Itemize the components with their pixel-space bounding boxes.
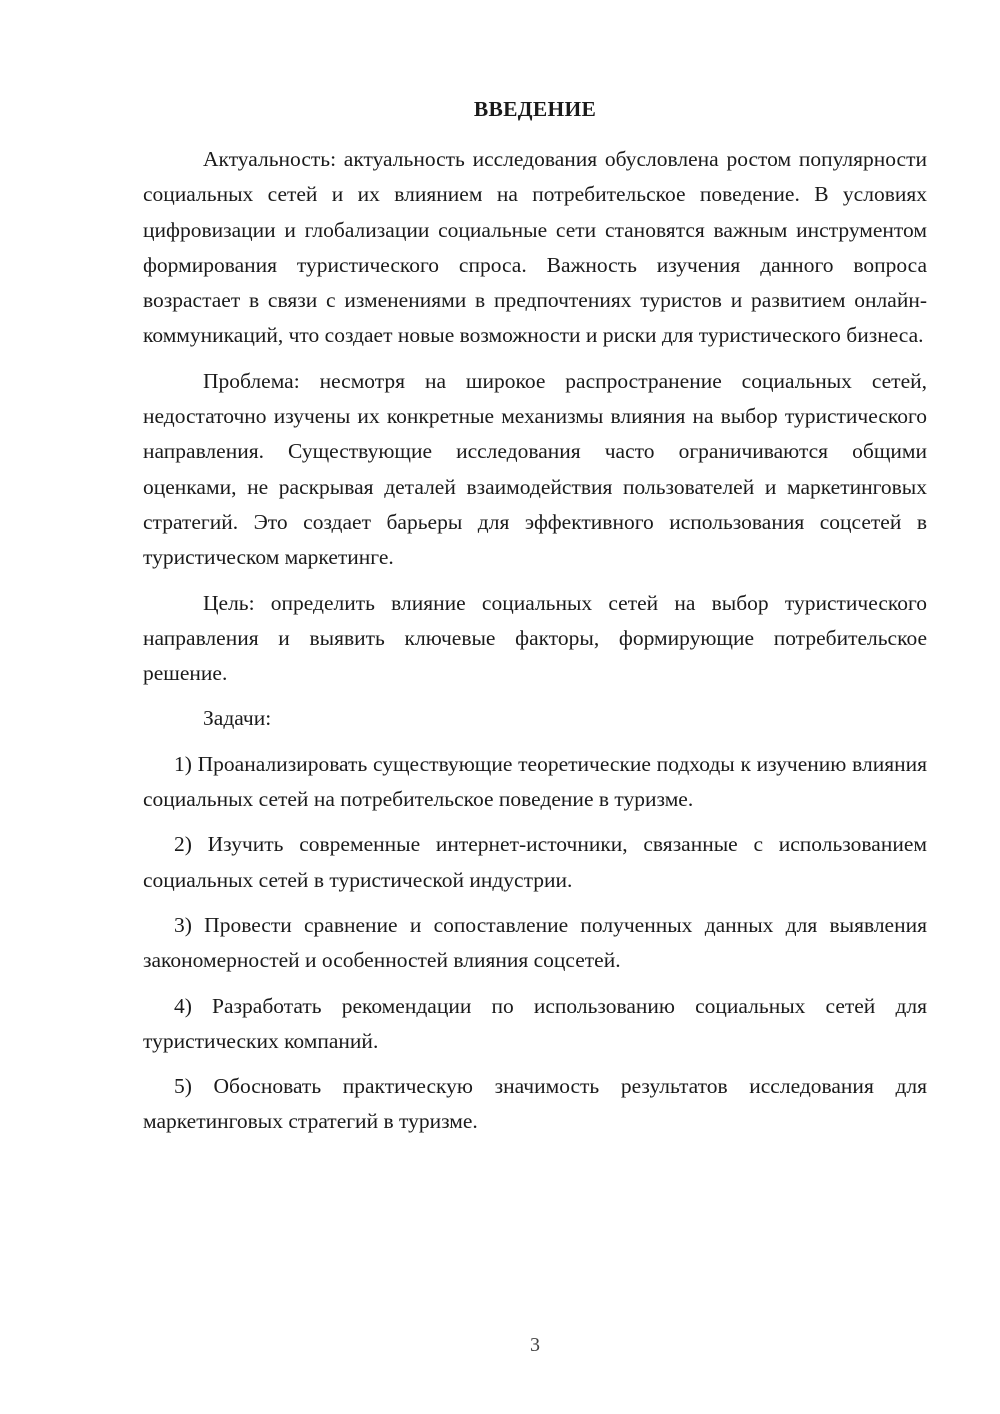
paragraph-relevance: Актуальность: актуальность исследования обусловлена ростом популярности социальных сетей и их влиянием на потребительское поведение. В условиях цифровизации и глобализации социальные сети становятся важным инструментом формирования туристического спроса. Важность изучения данного вопроса возрастает в связи с изменениями в предпочтениях туристов и развитием онлайн-коммуникаций, что создает новые возможности и риски для туристического бизнеса.: [143, 147, 927, 348]
paragraph-problem: Проблема: несмотря на широкое распространение социальных сетей, недостаточно изучены их конкретные механизмы влияния на выбор туристического направления. Существующие исследования часто ограничиваются общими оценками, не раскрывая деталей взаимодействия пользователей и маркетинговых стратегий. Это создает барьеры для эффективного использования соцсетей в туристическом маркетинге.: [143, 368, 927, 570]
paragraph-goal: Цель: определить влияние социальных сетей на выбор туристического направления и выявить ключевые факторы, формирующие потребительское решение.: [143, 590, 927, 686]
document-page: [143, 0, 927, 1414]
task-item-2: 2) Изучить современные интернет-источники, связанные с использованием социальных сетей в туристической индустрии.: [143, 832, 927, 892]
task-item-3: 3) Провести сравнение и сопоставление полученных данных для выявления закономерностей и особенностей влияния соцсетей.: [143, 912, 927, 973]
task-item-4: 4) Разработать рекомендации по использованию социальных сетей для туристических компаний.: [143, 993, 927, 1053]
task-item-1: 1) Проанализировать существующие теоретические подходы к изучению влияния социальных сетей на потребительское поведение в туризме.: [143, 751, 927, 812]
page-title: ВВЕДЕНИЕ: [473, 97, 597, 121]
page-number: 3: [530, 1334, 540, 1356]
task-item-5: 5) Обосновать практическую значимость результатов исследования для маркетинговых стратегий в туризме.: [143, 1074, 927, 1134]
tasks-label: Задачи:: [203, 706, 272, 731]
document-body: [143, 142, 927, 1140]
